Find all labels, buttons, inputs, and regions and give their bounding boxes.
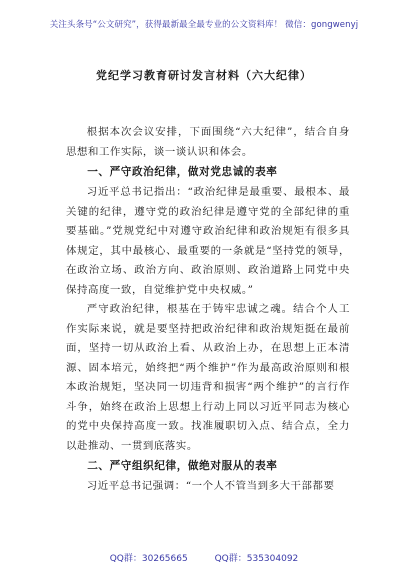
section-heading-1: 一、严守政治纪律，做对党忠诚的表率 xyxy=(87,166,278,178)
section-1-paragraph-1: 习近平总书记指出：“政治纪律是最重要、最根本、最关键的纪律，遵守党的政治纪律是遵守党的全部纪律的重要基础。”党规党纪中对遵守政治纪律和政治规矩有很多具体规定，其中最核心、最重要的一条就是“坚持党的领导，在政治立场、政治方向、政治原则、政治道路上同党中央保持高度一致，自觉维护党中央权威。” xyxy=(66,186,350,296)
footer-qq-group-2: QQ群：535304092 xyxy=(214,554,299,564)
document-title: 党纪学习教育研讨发言材料（六大纪律） xyxy=(96,69,312,82)
intro-paragraph: 根据本次会议安排，下面围绕“六大纪律”，结合自身思想和工作实际，谈一谈认识和体会。 xyxy=(66,126,350,158)
section-2-paragraph-1: 习近平总书记强调：“一个人不管当到多大干部都要 xyxy=(86,480,335,492)
section-heading-2: 二、严守组织纪律，做绝对服从的表率 xyxy=(87,460,278,472)
footer-qq-group-1: QQ群：30265665 xyxy=(109,554,188,564)
section-1-paragraph-2: 严守政治纪律，根基在于铸牢忠诚之魂。结合个人工作实际来说，就是要坚持把政治纪律和政治规矩挺在最前面，坚持一切从政治上看、从政治上办，在思想上正本清源、固本培元，始终把“两个维护”作为最高政治原则和根本政治规矩，坚决同一切违背和损害“两个维护”的言行作斗争，始终在政治上思想上行动上同以习近平同志为核心的党中央保持高度一致。找准履职切入点、结合点，全力以赴推动、一贯到底落实。 xyxy=(66,303,350,452)
header-promo-note: 关注头条号“公文研究”，获得最新最全最专业的公文资料库！ 微信：gongwenyj xyxy=(49,20,359,30)
document-body xyxy=(66,123,350,497)
footer-contacts xyxy=(0,551,408,564)
